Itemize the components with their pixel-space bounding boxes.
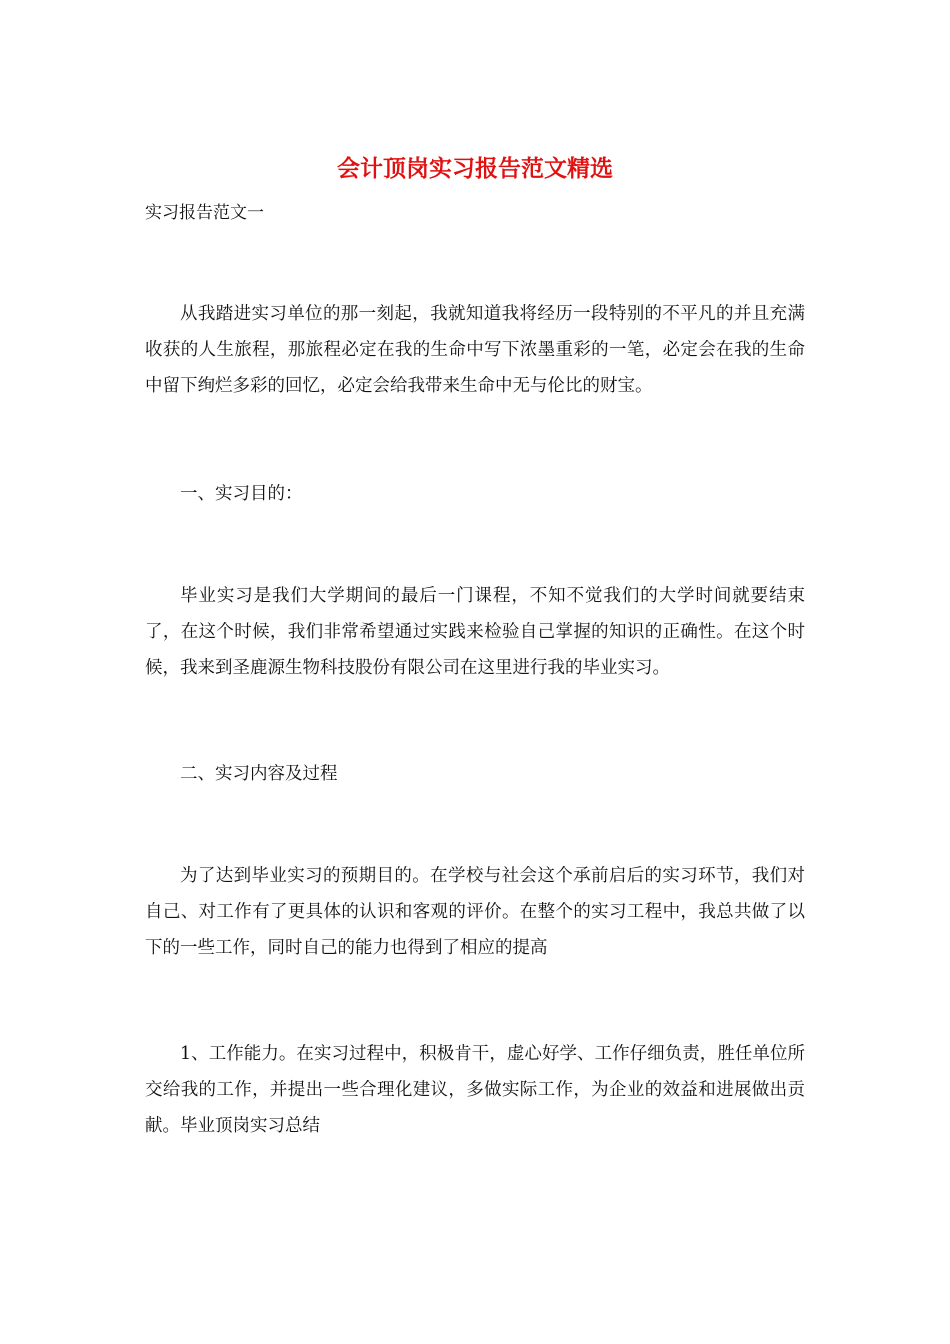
document-subtitle: 实习报告范文一 bbox=[145, 203, 264, 223]
section-heading-content: 二、实习内容及过程 bbox=[180, 764, 338, 784]
document-title: 会计顶岗实习报告范文精选 bbox=[337, 155, 613, 182]
paragraph-work-ability: 1、工作能力。在实习过程中，积极肯干，虚心好学、工作仔细负责，胜任单位所交给我的工作，并提出一些合理化建议，多做实际工作，为企业的效益和进展做出贡献。毕业顶岗实习总结 bbox=[145, 1044, 805, 1136]
paragraph-content: 为了达到毕业实习的预期目的。在学校与社会这个承前启后的实习环节，我们对自己、对工作有了更具体的认识和客观的评价。在整个的实习工程中，我总共做了以下的一些工作，同时自己的能力也得到了相应的提高 bbox=[145, 866, 805, 958]
paragraph-purpose: 毕业实习是我们大学期间的最后一门课程，不知不觉我们的大学时间就要结束了，在这个时候，我们非常希望通过实践来检验自己掌握的知识的正确性。在这个时候，我来到圣鹿源生物科技股份有限公司在这里进行我的毕业实习。 bbox=[145, 586, 805, 678]
paragraph-intro: 从我踏进实习单位的那一刻起，我就知道我将经历一段特别的不平凡的并且充满收获的人生旅程，那旅程必定在我的生命中写下浓墨重彩的一笔，必定会在我的生命中留下绚烂多彩的回忆，必定会给我带来生命中无与伦比的财宝。 bbox=[145, 304, 805, 396]
section-heading-purpose: 一、实习目的： bbox=[180, 484, 303, 504]
